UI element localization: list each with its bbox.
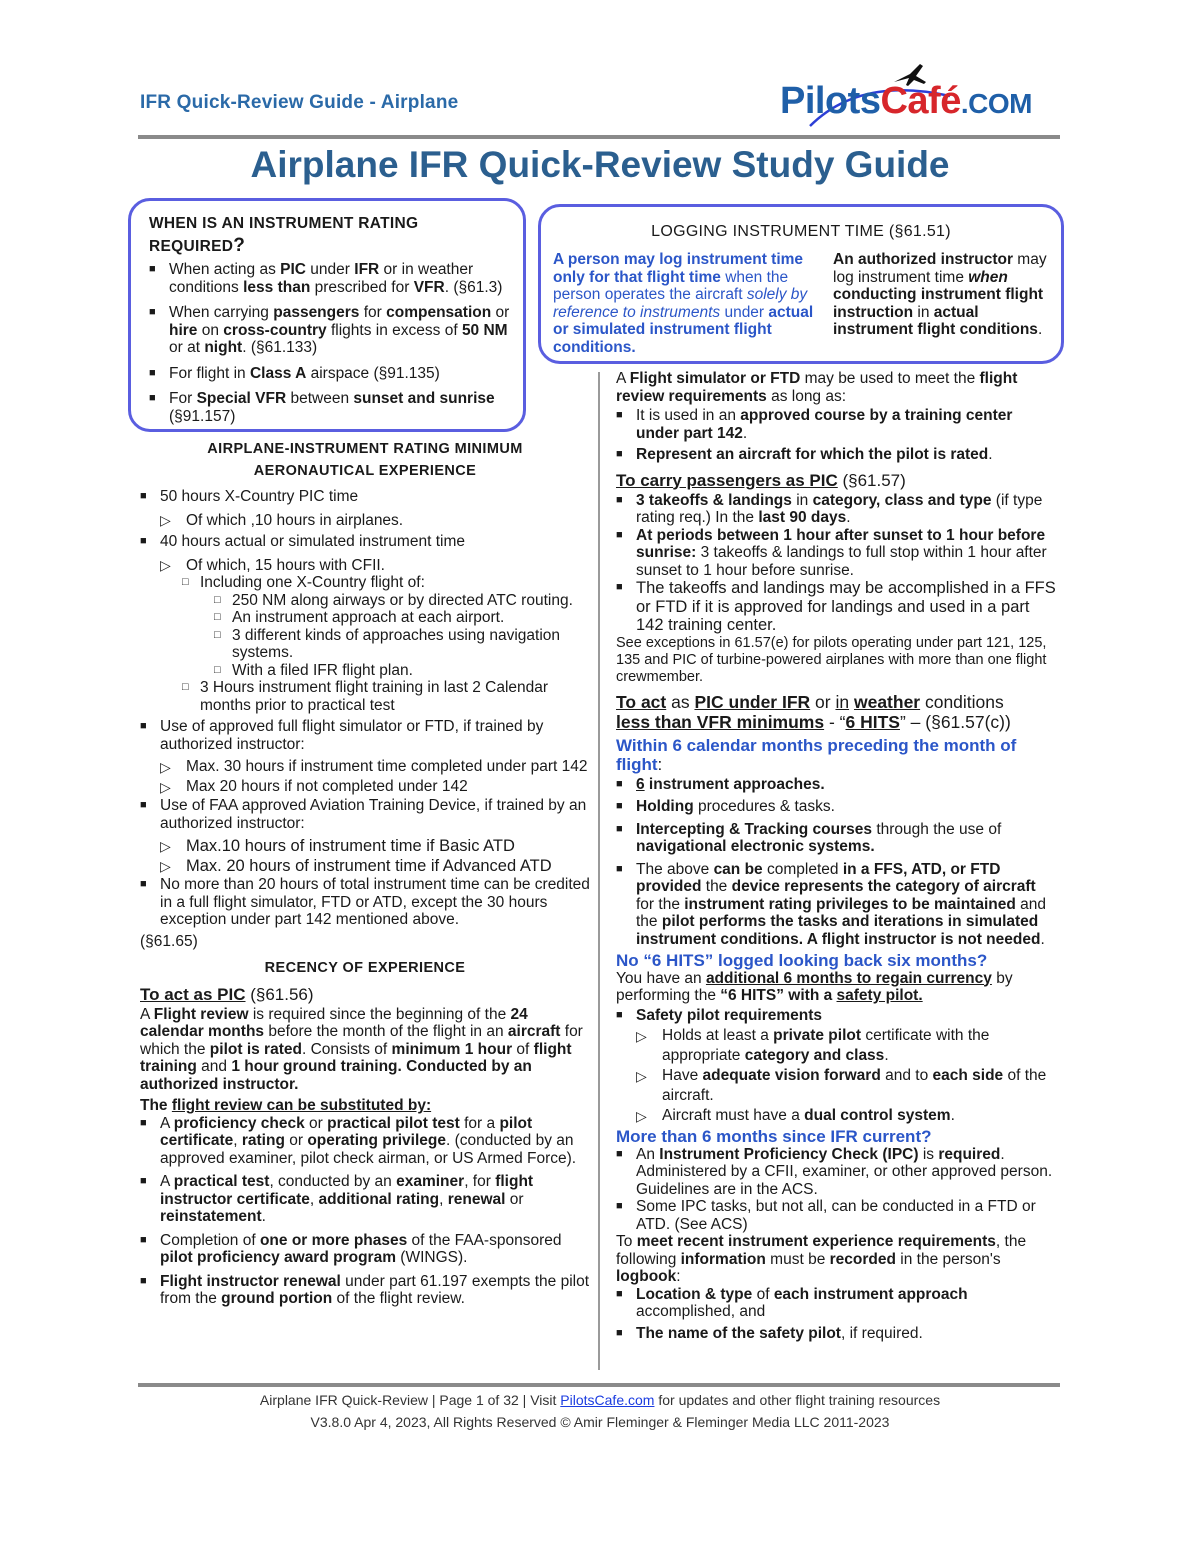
rating-required-title: WHEN IS AN INSTRUMENT RATING REQUIRED? [149, 215, 419, 256]
list-item: ▷ Of which, 15 hours with CFII. □ Including one X-Country flight of: □ 250 NM along airways or by directed ATC routing. □ An instrument approach at each airport. □ 3 different kinds of approaches using navigation systems. □ With a filed IFR flight plan. □ 3 Hours instrument flight training in last 2 Calendar months prior to practical test [160, 557, 590, 715]
within-6-months: Within 6 calendar months preceding the month of flight: [616, 735, 1017, 774]
list-item: ■ Completion of one or more phases of the FAA-sponsored pilot proficiency award program (WINGS). [140, 1232, 590, 1267]
list-item: ■ 50 hours X-Country PIC time ▷ Of which ,10 hours in airplanes. [140, 488, 590, 529]
list-item: ■ The name of the safety pilot, if required. [616, 1325, 1056, 1343]
substitute-list [140, 1115, 590, 1308]
list-item: ■ 6 instrument approaches. [616, 776, 1056, 794]
safety-pilot-list [616, 1007, 1056, 1127]
list-item: □ 3 different kinds of approaches using navigation systems. [214, 627, 590, 662]
recency-heading: RECENCY OF EXPERIENCE [264, 960, 466, 976]
simulator-text: A Flight simulator or FTD may be used to meet the flight review requirements as long as: [616, 370, 1018, 405]
left-column [140, 438, 590, 1308]
no-six-hits-heading: No “6 HITS” logged looking back six months? [616, 951, 988, 970]
list-item: ■ 3 takeoffs & landings in category, class and type (if type rating req.) In the last 90 days. [616, 492, 1056, 527]
list-item: ■ A proficiency check or practical pilot test for a pilot certificate, rating or operating privilege. (conducted by an approved examiner, pilot check airman, or US Armed Force). [140, 1115, 590, 1168]
list-item: □ 3 Hours instrument flight training in last 2 Calendar months prior to practical test [182, 679, 590, 714]
exceptions-note: See exceptions in 61.57(e) for pilots operating under part 121, 125, 135 and PIC of turbine-powered airplanes with more than one flight crewmember. [616, 634, 1047, 685]
header-rule [138, 135, 1060, 139]
logging-person-text: A person may log instrument time only for that flight time when the person operates the aircraft solely by reference to instruments under actual or simulated instrument flight conditions. [553, 251, 814, 356]
list-item: ■ When acting as PIC under IFR or in weather conditions less than prescribed for VFR. (§61.3) [149, 261, 511, 296]
record-requirements-text: To meet recent instrument experience requirements, the following information must be recorded in the person's logbook: [616, 1233, 1027, 1285]
list-item: ■ When carrying passengers for compensation or hire on cross-country flights in excess of 50 NM or at night. (§61.133) [149, 304, 511, 357]
footer-line-2: V3.8.0 Apr 4, 2023, All Rights Reserved © Amir Fleminger & Fleminger Media LLC 2011-2023 [310, 1414, 890, 1430]
list-item: ■ Location & type of each instrument approach accomplished, and [616, 1286, 1056, 1321]
list-item: ■ Use of approved full flight simulator or FTD, if trained by authorized instructor: ▷ Max. 30 hours if instrument time completed under part 142 ▷ Max 20 hours if not completed under 142 [140, 718, 590, 797]
ifr-currency-heading: To act as PIC under IFR or in weather conditions less than VFR minimums - “6 HITS” – (§61.57(c)) [616, 691, 1011, 732]
act-as-pic-heading: To act as PIC (§61.56) [140, 984, 314, 1004]
list-item: ■ Flight instructor renewal under part 61.197 exempts the pilot from the ground portion of the flight review. [140, 1273, 590, 1308]
substitute-heading: The flight review can be substituted by: [140, 1097, 432, 1114]
logo-text: PilotsCafé.COM [780, 80, 1032, 122]
list-item: ■ 40 hours actual or simulated instrument time ▷ Of which, 15 hours with CFII. □ Including one X-Country flight of: □ 250 NM along airways or by directed ATC routing. □ An instrument approach at each airport. □ 3 different kinds of approaches using navigation systems. □ With a filed IFR flight plan. □ 3 Hours instrument flight training in last 2 Calendar months prior to practical test [140, 533, 590, 714]
footer-rule [138, 1383, 1060, 1387]
pilotscafe-link[interactable]: PilotsCafe.com [560, 1392, 655, 1408]
six-hits-list [616, 776, 1056, 949]
pilotscafe-logo[interactable] [780, 72, 1065, 132]
list-item: □ With a filed IFR flight plan. [214, 662, 590, 680]
list-item: ■ For flight in Class A airspace (§91.135) [149, 365, 511, 383]
list-item: ■ Use of FAA approved Aviation Training Device, if trained by an authorized instructor: ▷ Max.10 hours of instrument time if Basic ATD ▷ Max. 20 hours of instrument time if Advanced ATD [140, 797, 590, 876]
list-item: ■ A practical test, conducted by an examiner, for flight instructor certificate, additional rating, renewal or reinstatement. [140, 1173, 590, 1226]
list-item: ■ It is used in an approved course by a training center under part 142. [616, 407, 1056, 442]
list-item: ■ An Instrument Proficiency Check (IPC) is required. Administered by a CFII, examiner, or other approved person. Guidelines are in the ACS. [616, 1146, 1056, 1199]
logbook-list [616, 1286, 1056, 1343]
list-item: □ 250 NM along airways or by directed ATC routing. [214, 592, 590, 610]
list-item: ▷ Have adequate vision forward and to each side of the aircraft. [636, 1066, 1056, 1106]
ipc-list [616, 1146, 1056, 1234]
list-item: ■ No more than 20 hours of total instrument time can be credited in a full flight simulator, FTD or ATD, except the 30 hours exception under part 142 mentioned above. [140, 876, 590, 929]
list-item: ■ Holding procedures & tasks. [616, 798, 1056, 816]
logging-time-box [538, 204, 1064, 364]
carry-passengers-heading: To carry passengers as PIC (§61.57) [616, 470, 906, 490]
right-column [616, 370, 1056, 1342]
list-item: □ Including one X-Country flight of: □ 250 NM along airways or by directed ATC routing. □ An instrument approach at each airport. □ 3 different kinds of approaches using navigation systems. □ With a filed IFR flight plan. [182, 574, 590, 679]
list-item: ■ Some IPC tasks, but not all, can be conducted in a FTD or ATD. (See ACS) [616, 1198, 1056, 1233]
logging-instructor-text: An authorized instructor may log instrument time when conducting instrument flight instruction in actual instrument flight conditions. [833, 251, 1047, 338]
rating-required-list [149, 261, 511, 425]
list-item: ▷ Max 20 hours if not completed under 142 [160, 777, 590, 797]
list-item: ▷ Of which ,10 hours in airplanes. [160, 512, 590, 530]
more-than-6-months-heading: More than 6 months since IFR current? [616, 1127, 932, 1146]
rating-required-box [128, 198, 526, 432]
list-item: ■ Represent an aircraft for which the pilot is rated. [616, 446, 1056, 464]
experience-ref: (§61.65) [140, 932, 198, 950]
list-item: ■ The above can be completed in a FFS, ATD, or FTD provided the device represents the category of aircraft for the instrument rating privileges to be maintained and the pilot performs the tasks and iterations in simulated instrument conditions. A flight instructor is not needed. [616, 861, 1056, 949]
list-item: ■ The takeoffs and landings may be accomplished in a FFS or FTD if it is approved for landings and used in a part 142 training center. [616, 579, 1056, 635]
logging-time-title: LOGGING INSTRUMENT TIME (§61.51) [651, 223, 951, 240]
passengers-list [616, 492, 1056, 635]
regain-currency-text: You have an additional 6 months to regain currency by performing the “6 HITS” with a safety pilot. [616, 969, 1013, 1004]
list-item: ■ At periods between 1 hour after sunset to 1 hour before sunrise: 3 takeoffs & landings to full stop within 1 hour after sunset to 1 hour before sunrise. [616, 527, 1056, 580]
list-item: ■ Safety pilot requirements ▷ Holds at least a private pilot certificate with the appropriate category and class. ▷ Have adequate vision forward and to each side of the aircraft. ▷ Aircraft must have a dual control system. [616, 1007, 1056, 1127]
simulator-list [616, 407, 1056, 464]
list-item: ▷ Max. 20 hours of instrument time if Advanced ATD [160, 856, 590, 876]
list-item: ■ Intercepting & Tracking courses through the use of navigational electronic systems. [616, 821, 1056, 856]
list-item: ■ For Special VFR between sunset and sunrise (§91.157) [149, 390, 511, 425]
list-item: ▷ Max.10 hours of instrument time if Basic ATD [160, 836, 590, 856]
header-subtitle: IFR Quick-Review Guide - Airplane [140, 92, 459, 113]
footer-line-1: Airplane IFR Quick-Review | Page 1 of 32 | Visit PilotsCafe.com for updates and other flight training resources [259, 1392, 941, 1408]
experience-heading: AIRPLANE-INSTRUMENT RATING MINIMUM AERONAUTICAL EXPERIENCE [207, 441, 523, 479]
page-title: Airplane IFR Quick-Review Study Guide [250, 144, 950, 185]
list-item: ▷ Aircraft must have a dual control system. [636, 1106, 1056, 1126]
list-item: □ An instrument approach at each airport. [214, 609, 590, 627]
list-item: ▷ Max. 30 hours if instrument time completed under part 142 [160, 757, 590, 777]
flight-review-text: A Flight review is required since the beginning of the 24 calendar months before the month of the flight in an aircraft for which the pilot is rated. Consists of minimum 1 hour of flight training and 1 hour ground training. Conducted by an authorized instructor. [140, 1005, 583, 1093]
experience-list [140, 488, 590, 929]
list-item: ▷ Holds at least a private pilot certificate with the appropriate category and class. [636, 1026, 1056, 1066]
column-divider [598, 372, 600, 1370]
